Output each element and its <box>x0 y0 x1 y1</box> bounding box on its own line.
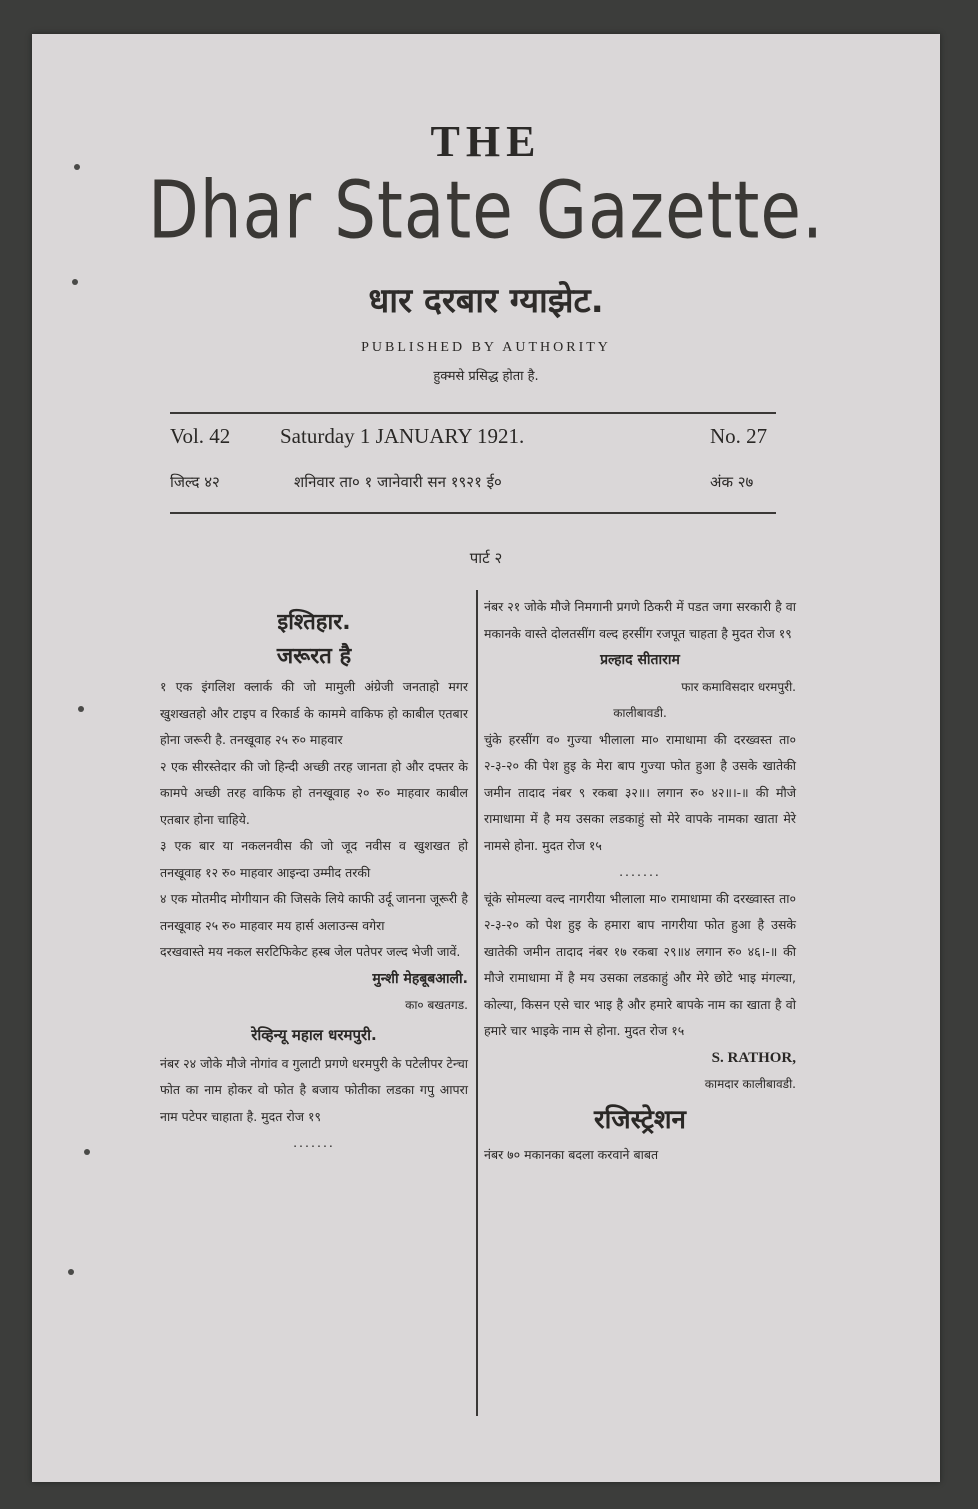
bottom-rule <box>170 512 776 514</box>
ad-item: १ एक इंगलिश क्लार्क की जो मामुली अंग्रेजी जनताहो मगर खुशखतहो और टाइप व रिकार्ड के काममे वाकिफ हो काबील एतबार होना जरूरी है. तनखूवाह २५ रु० माहवार <box>160 679 468 747</box>
issue-no-hindi: अंक २७ <box>710 473 754 491</box>
notice: चुंके हरसींग व० गुज्या भीलाला मा० रामाधामा की दरख्वस्त ता० २-३-२० की पेश हुइ के मेरा बाप गुज्या फोत हुआ है उसके खातेकी जमीन तादाद नंबर ९ रकबा ३२॥। लगान रु० ४२॥।-॥ की मौजे रामाधामा में है मय उसका लडकाहुं सो मेरे वापके नामका खाता मेरे नामसे होना. मुदत रोज १५ <box>484 731 796 853</box>
masthead-hindi-title: धार दरबार ग्याझेट. <box>368 281 604 321</box>
notice: नंबर २१ जोके मौजे निमगानी प्रगणे ठिकरी में पडत जगा सरकारी है वा मकानके वास्ते दोलतसींग वल्द हरसींग रजपूत चाहता है मुदत रोज १९ <box>484 599 796 641</box>
signature-place: कालीबावडी. <box>613 706 667 720</box>
signature-sub: का० बखतगड. <box>405 998 468 1012</box>
right-column <box>484 594 796 1168</box>
published-by-hindi: हुक्मसे प्रसिद्ध होता है. <box>433 369 539 384</box>
column-divider <box>476 590 478 1416</box>
ad-item: २ एक सीरस्तेदार की जो हिन्दी अच्छी तरह जानता हो और दफ्तर के कामपे अच्छी तरह वाकिफ हो तनखूवाह २० रु० माहवार काबील एतबार होना चाहिये. <box>160 758 468 827</box>
dots: ....... <box>619 864 661 879</box>
notice: नंबर ७० मकानका बदला करवाने बाबत <box>484 1146 659 1162</box>
issue-vol: Vol. 42 <box>170 424 231 448</box>
signature-sub: फार कमाविसदार धरमपुरी. <box>681 679 796 694</box>
notice: चूंके सोमल्या वल्द नागरीया भीलाला मा० रामाधामा की दरख्वास्त ता० २-३-२० को पेश हुइ के हमारा बाप नागरीया फोत हुआ है उसके खातेकी जमीन तादाद नंबर १७ रकबा २९॥४ लगान रु० ४६।-॥ की मौजे रामाधामा में है मय उसका लडकाहुं और मेरे छोटे भाइ मंगल्या, कोल्या, किसन एसे चार भाइ है और हमारे बापके नाम का खाता है वो हमारे चार भाइके नाम से होना. मुदत रोज १५ <box>484 890 796 1038</box>
revenue-notice: नंबर २४ जोके मौजे नोगांव व गुलाटी प्रगणे धरमपुरी के पटेलीपर टेन्चा फोत का नाम होकर वो फोत है बजाय फोतीका लडका गपु आपरा नाम पटेपर चाहाता है. मुदत रोज १९ <box>160 1055 468 1124</box>
signature: प्रल्हाद सीताराम <box>600 652 680 668</box>
issue-no: No. 27 <box>710 424 768 448</box>
issue-date: Saturday 1 JANUARY 1921. <box>280 424 525 448</box>
published-by: PUBLISHED BY AUTHORITY <box>361 340 611 355</box>
heading-jarurat: जरूरत है <box>276 644 352 669</box>
issue-vol-hindi: जिल्द ४२ <box>170 473 220 491</box>
signature: मुन्शी मेहबूबआली. <box>372 970 468 987</box>
gazette-page <box>32 34 940 1482</box>
punch-hole <box>84 1149 90 1155</box>
masthead-title: Dhar State Gazette. <box>147 164 825 257</box>
part-label: पार्ट २ <box>469 549 503 567</box>
ad-item: ४ एक मोतमीद मोगीयान की जिसके लिये काफी उर्दू जानना जूरूरी है तनखूवाह २५ रु० माहवार मय हार्स अलाउन्स वगेरा <box>160 891 468 933</box>
punch-hole <box>78 706 84 712</box>
signature-rathor: S. RATHOR, <box>711 1049 796 1066</box>
heading-registration: रजिस्ट्रेशन <box>594 1104 686 1135</box>
top-rule <box>170 412 776 414</box>
punch-hole <box>68 1269 74 1275</box>
heading-revenue: रेव्हिन्यू महाल धरमपुरी. <box>251 1025 377 1044</box>
heading-ishtihar: इश्तिहार. <box>277 610 351 635</box>
masthead-the: THE <box>430 117 542 166</box>
left-column <box>160 606 468 1157</box>
ad-item: दरखवास्ते मय नकल सरटिफिकेट हस्ब जेल पतेपर जल्द भेजी जावें. <box>160 944 461 959</box>
issue-date-hindi: शनिवार ता० १ जानेवारी सन १९२१ ई० <box>294 473 502 491</box>
ad-item: ३ एक बार या नकलनवीस की जो जूद नवीस व खुशखत हो तनखूवाह १२ रु० माहवार आइन्दा उम्मीद तरकी <box>160 838 468 880</box>
dots: ....... <box>293 1135 335 1150</box>
signature-sub: कामदार कालीबावडी. <box>704 1077 796 1091</box>
